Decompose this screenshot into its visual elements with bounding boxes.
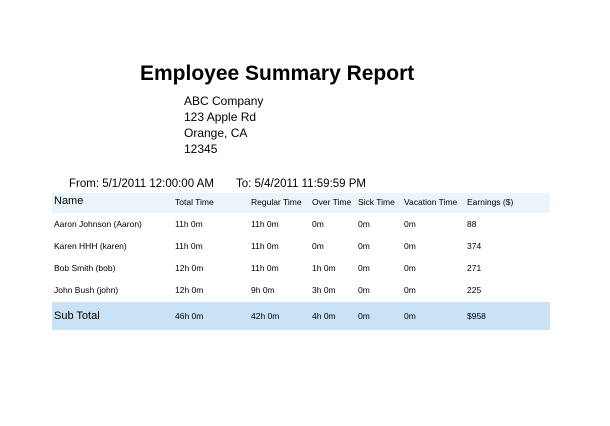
cell-sick-time: 0m: [358, 263, 370, 273]
cell-name: Aaron Johnson (Aaron): [54, 219, 142, 229]
table-row: [52, 213, 550, 235]
company-address: [184, 93, 263, 157]
table-row: [52, 279, 550, 301]
cell-regular-time: 11h 0m: [251, 263, 279, 273]
cell-vacation-time: 0m: [404, 219, 416, 229]
cell-earnings: 374: [467, 241, 482, 251]
cell-vacation-time: 0m: [404, 263, 416, 273]
city-state: Orange, CA: [184, 126, 248, 140]
subtotal-earnings: $958: [467, 311, 486, 321]
cell-earnings: 225: [467, 285, 482, 295]
cell-total-time: 11h 0m: [175, 219, 203, 229]
date-to: To: 5/4/2011 11:59:59 PM: [236, 178, 366, 190]
subtotal-label: Sub Total: [54, 310, 100, 322]
subtotal-row: [52, 302, 550, 330]
cell-total-time: 12h 0m: [175, 285, 204, 295]
cell-vacation-time: 0m: [404, 241, 416, 251]
street-address: 123 Apple Rd: [184, 110, 257, 124]
cell-name: Bob Smith (bob): [54, 263, 116, 273]
date-from: From: 5/1/2011 12:00:00 AM: [69, 178, 214, 190]
cell-sick-time: 0m: [358, 241, 370, 251]
cell-earnings: 271: [467, 263, 482, 273]
cell-name: Karen HHH (karen): [54, 241, 127, 251]
subtotal-vacation-time: 0m: [404, 311, 416, 321]
subtotal-regular-time: 42h 0m: [251, 311, 280, 321]
header-over-time: Over Time: [312, 197, 352, 207]
cell-regular-time: 9h 0m: [251, 285, 275, 295]
header-total-time: Total Time: [175, 197, 214, 207]
cell-regular-time: 11h 0m: [251, 241, 279, 251]
cell-vacation-time: 0m: [404, 285, 416, 295]
cell-regular-time: 11h 0m: [251, 219, 279, 229]
cell-over-time: 0m: [312, 219, 324, 229]
subtotal-total-time: 46h 0m: [175, 311, 204, 321]
cell-sick-time: 0m: [358, 219, 370, 229]
zip-code: 12345: [184, 142, 218, 156]
cell-name: John Bush (john): [54, 285, 119, 295]
cell-earnings: 88: [467, 219, 477, 229]
header-vacation-time: Vacation Time: [404, 197, 458, 207]
header-earnings: Earnings ($): [467, 197, 514, 207]
header-sick-time: Sick Time: [358, 197, 395, 207]
cell-sick-time: 0m: [358, 285, 370, 295]
report-title: Employee Summary Report: [140, 62, 415, 85]
summary-table: [52, 193, 550, 330]
cell-over-time: 3h 0m: [312, 285, 336, 295]
header-name: Name: [54, 195, 84, 207]
cell-total-time: 11h 0m: [175, 241, 203, 251]
header-regular-time: Regular Time: [251, 197, 302, 207]
cell-over-time: 1h 0m: [312, 263, 336, 273]
table-row: [52, 257, 550, 279]
company-name: ABC Company: [184, 94, 264, 108]
cell-total-time: 12h 0m: [175, 263, 204, 273]
cell-over-time: 0m: [312, 241, 324, 251]
subtotal-sick-time: 0m: [358, 311, 370, 321]
subtotal-over-time: 4h 0m: [312, 311, 336, 321]
table-header: [52, 193, 550, 213]
table-row: [52, 235, 550, 257]
